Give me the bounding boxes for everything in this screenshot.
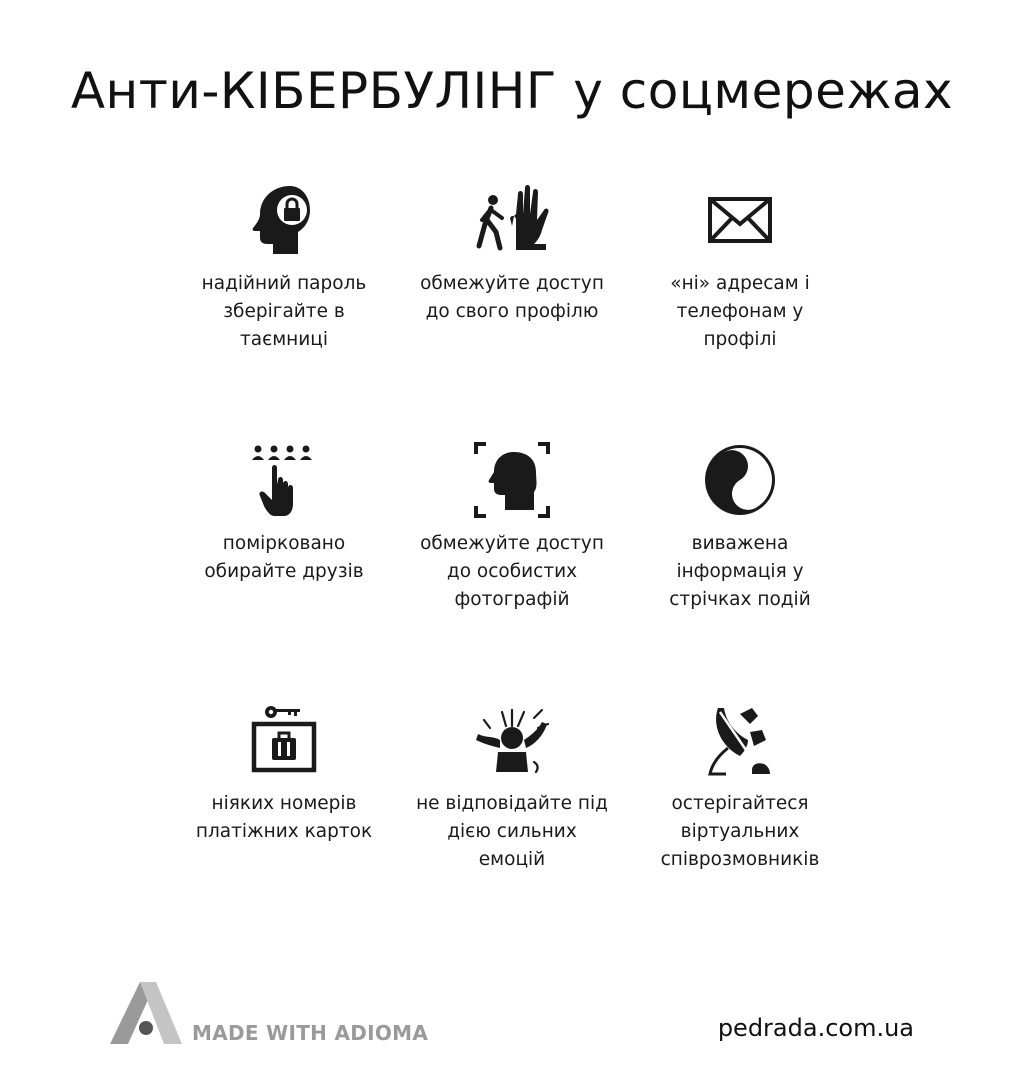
yin-yang-icon xyxy=(700,440,780,520)
tip-caption: ніяких номерів платіжних карток xyxy=(195,793,373,842)
tip-photos xyxy=(402,440,622,614)
brand xyxy=(110,980,428,1046)
tip-caption: надійний пароль зберігайте в таємниці xyxy=(201,273,367,350)
tip-no-address xyxy=(630,180,850,354)
tip-caption: «ні» адресам і телефонам у профілі xyxy=(670,273,810,350)
envelope-icon xyxy=(700,180,780,260)
tip-virtual-strangers xyxy=(630,700,850,874)
tip-caption: виважена інформація у стрічках подій xyxy=(669,533,811,610)
person-stop-hand-icon xyxy=(472,180,552,260)
tip-caption: не відповідайте під дією сильних емоцій xyxy=(416,793,608,870)
tip-caption: помірковано обирайте друзів xyxy=(204,533,364,582)
tip-profile-access xyxy=(402,180,622,326)
head-lock-icon xyxy=(244,180,324,260)
tip-caption: обмежуйте доступ до свого профілю xyxy=(420,273,604,322)
tip-friends xyxy=(174,440,394,586)
page-title: Анти-КІБЕРБУЛІНГ у соцмережах xyxy=(70,62,954,120)
tip-caption: обмежуйте доступ до особистих фотографій xyxy=(420,533,604,610)
tip-cards xyxy=(174,700,394,846)
tip-caption: остерігайтеся віртуальних співрозмовників xyxy=(660,793,820,870)
face-scan-icon xyxy=(472,440,552,520)
website-link[interactable]: pedrada.com.ua xyxy=(717,1014,914,1042)
brand-text: MADE WITH ADIOMA xyxy=(192,1021,429,1045)
key-safe-icon xyxy=(244,700,324,780)
stressed-person-icon xyxy=(472,700,552,780)
tip-balanced-info xyxy=(630,440,850,614)
adioma-logo-icon xyxy=(110,980,182,1046)
tip-password xyxy=(174,180,394,354)
crowd-select-hand-icon xyxy=(244,440,324,520)
satellite-dish-icon xyxy=(700,700,780,780)
tip-emotions xyxy=(402,700,622,874)
